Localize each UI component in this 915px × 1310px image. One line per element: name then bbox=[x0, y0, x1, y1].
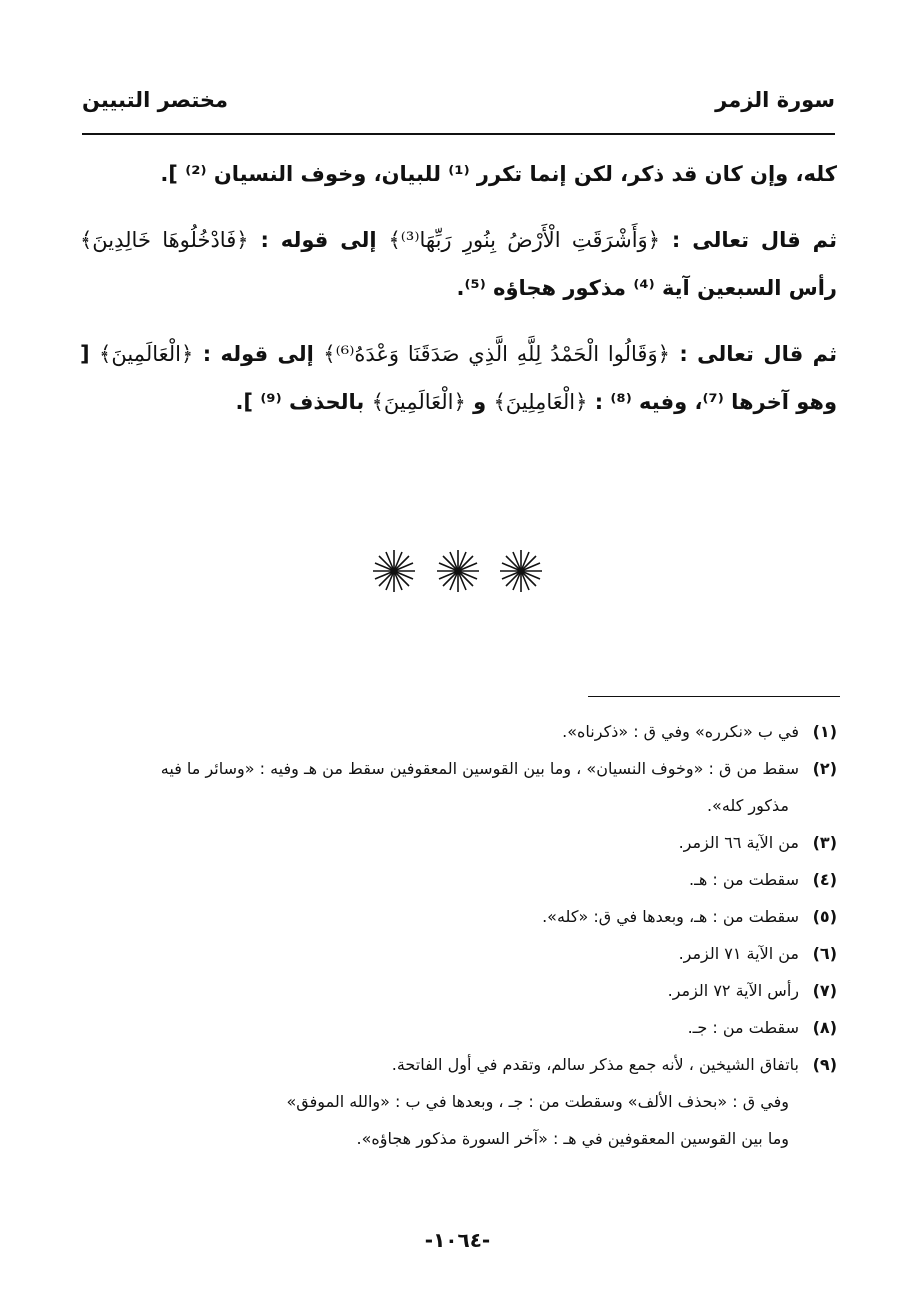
paragraph-1: كله، وإن كان قد ذكر، لكن إنما تكرر ⁽¹⁾ للبيان، وخوف النسيان ⁽²⁾ ]. bbox=[160, 162, 837, 186]
page-number: -١٠٦٤- bbox=[424, 1228, 491, 1252]
footnote bbox=[82, 718, 837, 746]
footnote-text: سقطت من : هـ. bbox=[689, 870, 799, 889]
starburst-icon bbox=[498, 548, 544, 594]
footnote bbox=[82, 829, 837, 857]
starburst-icon bbox=[371, 548, 417, 594]
paragraph-3 bbox=[80, 330, 837, 426]
p2-intro: ثم قال تعالى : bbox=[671, 228, 837, 252]
footnotes bbox=[82, 718, 837, 1162]
p3-end-a: [ وهو آخرها ⁽⁷⁾، وفيه ⁽⁸⁾ : bbox=[80, 342, 837, 414]
footnote-text: في ب «نكرره» وفي ق : «ذكرناه». bbox=[562, 722, 799, 741]
footnote-text: سقطت من : جـ. bbox=[687, 1018, 799, 1037]
paragraph-2 bbox=[80, 216, 837, 312]
footnote bbox=[82, 866, 837, 894]
p3-mid: إلى قوله : bbox=[202, 342, 314, 366]
footnote-number: (١) bbox=[812, 722, 837, 741]
footnote-number: (٢) bbox=[812, 759, 837, 778]
footnote-continuation: وما بين القوسين المعقوفين في هـ : «آخر السورة مذكور هجاؤه». bbox=[356, 1129, 789, 1148]
footnote-text: من الآية ٦٦ الزمر. bbox=[678, 833, 799, 852]
footnote bbox=[82, 940, 837, 968]
footnote-text: باتفاق الشيخين ، لأنه جمع مذكر سالم، وتقدم في أول الفاتحة. bbox=[391, 1055, 799, 1074]
p3-intro: ثم قال تعالى : bbox=[679, 342, 837, 366]
p3-ayah-2: ﴿الْعَالَمِينَ﴾ bbox=[99, 342, 194, 366]
footnote-number: (٣) bbox=[812, 833, 837, 852]
footnote-number: (٤) bbox=[812, 870, 837, 889]
p3-ayah-3: ﴿الْعَامِلِينَ﴾ bbox=[493, 390, 588, 414]
footnote-rule bbox=[588, 696, 840, 697]
p3-ayah-1: ﴿وَقَالُوا الْحَمْدُ لِلَّهِ الَّذِي صَدَقَنَا وَعْدَهُ⁽⁶⁾﴾ bbox=[323, 342, 670, 366]
header-rule bbox=[82, 133, 835, 135]
footnote-continuation: مذكور كله». bbox=[706, 796, 789, 815]
book-title: مختصر التبيين bbox=[82, 88, 229, 112]
p2-mid: إلى قوله : bbox=[260, 228, 377, 252]
surah-title: سورة الزمر bbox=[715, 88, 835, 112]
p2-ayah-2: ﴿فَادْخُلُوهَا خَالِدِينَ﴾ bbox=[80, 228, 249, 252]
footnote-text: سقطت من : هـ، وبعدها في ق: «كله». bbox=[542, 907, 799, 926]
p2-end: رأس السبعين آية ⁽⁴⁾ مذكور هجاؤه ⁽⁵⁾. bbox=[456, 276, 837, 300]
p2-ayah-1: ﴿وَأَشْرَقَتِ الْأَرْضُ بِنُورِ رَبِّهَا⁽³⁾﴾ bbox=[388, 228, 661, 252]
footnote-number: (٩) bbox=[812, 1055, 837, 1074]
running-header bbox=[82, 88, 835, 124]
footnote bbox=[82, 1014, 837, 1042]
footnote-number: (٨) bbox=[812, 1018, 837, 1037]
footnote-text: من الآية ٧١ الزمر. bbox=[678, 944, 799, 963]
footnote bbox=[82, 903, 837, 931]
footnote-text: سقط من ق : «وخوف النسيان» ، وما بين القوسين المعقوفين سقط من هـ وفيه : «وسائر ما فيه bbox=[160, 759, 799, 778]
p3-end-b: بالحذف ⁽⁹⁾ ]. bbox=[235, 390, 365, 414]
p3-and: و bbox=[473, 390, 487, 414]
footnote-number: (٧) bbox=[812, 981, 837, 1000]
main-text bbox=[80, 150, 837, 444]
footnote-number: (٦) bbox=[812, 944, 837, 963]
footnote-continuation: وفي ق : «بحذف الألف» وسقطت من : جـ ، وبعدها في ب : «والله الموفق» bbox=[286, 1092, 789, 1111]
footnote-number: (٥) bbox=[812, 907, 837, 926]
footnote-text: رأس الآية ٧٢ الزمر. bbox=[667, 981, 799, 1000]
section-ornament bbox=[0, 548, 915, 598]
footnote bbox=[82, 977, 837, 1005]
starburst-icon bbox=[435, 548, 481, 594]
footnote bbox=[82, 755, 837, 783]
p3-ayah-4: ﴿الْعَالَمِينَ﴾ bbox=[371, 390, 466, 414]
footnote bbox=[82, 1051, 837, 1079]
